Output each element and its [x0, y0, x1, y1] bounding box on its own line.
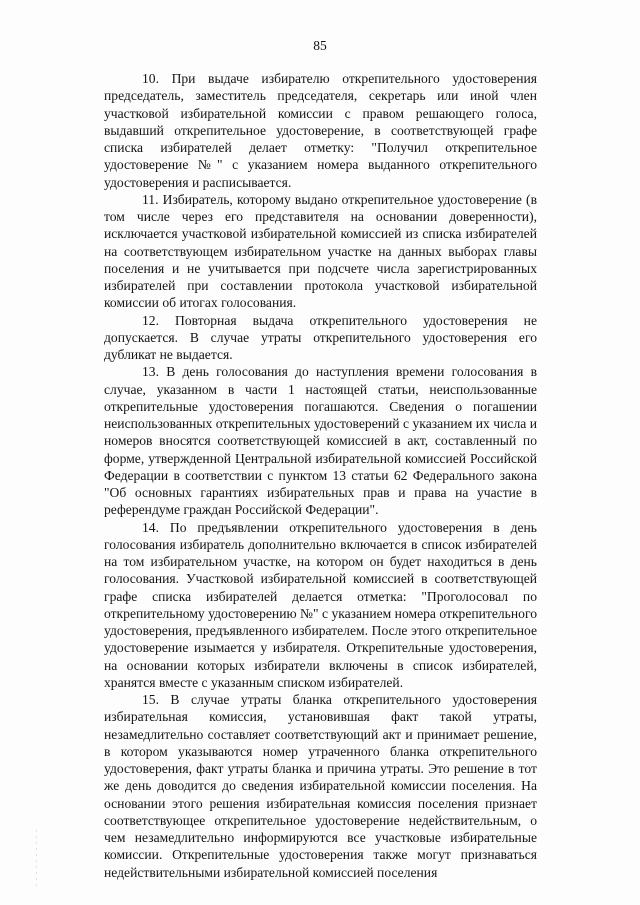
paragraph-10: 10. При выдаче избирателю открепительного удостоверения председатель, заместитель председателя, секретарь или иной член участковой избирательной комиссии с правом решающего голоса, выдавший открепительное удостоверение, в соответствующей графе списка избирателей делает отметку: "Получил открепительное удостоверение №" с указанием номера выданного открепительного удостоверения и расписывается.: [104, 71, 537, 190]
paragraph-14: 14. По предъявлении открепительного удостоверения в день голосования избиратель дополнительно включается в список избирателей на том избирательном участке, на котором он будет находиться в день голосования. Участковой избирательной комиссией в соответствующей графе списка избирателей делается отметка: "Проголосовал по открепительному удостоверению №" с указанием номера открепительного удостоверения, предъявленного избирателем. После этого открепительное удостоверение изымается у избирателя. Открепительные удостоверения, на основании которых избиратели включены в список избирателей, хранятся вместе с указанным списком избирателей.: [104, 519, 537, 690]
paragraph-11: 11. Избиратель, которому выдано открепительное удостоверение (в том числе через его представителя на основании доверенности), исключается участковой избирательной комиссией из списка избирателей на соответствующем избирательном участке на данных выборах главы поселения и не учитывается при подсчете числа зарегистрированных избирателей при составлении протокола участковой избирательной комиссии об итогах голосования.: [104, 191, 537, 311]
paragraph-12: 12. Повторная выдача открепительного удостоверения не допускается. В случае утраты открепительного удостоверения его дубликат не выдается.: [104, 312, 537, 362]
paragraph-13: 13. В день голосования до наступления времени голосования в случае, указанном в части 1 настоящей статьи, неиспользованные открепительные удостоверения погашаются. Сведения о погашении неиспользованных открепительных удостоверений с указанием их числа и номеров вносятся соответствующей комиссией в акт, составленный по форме, утвержденной Центральной избирательной комиссией Российской Федерации в соответствии с пунктом 13 статьи 62 Федерального закона "Об основных гарантиях избирательных прав и права на участие в референдуме граждан Российской Федерации".: [104, 364, 537, 518]
document-body: [104, 70, 537, 881]
scan-artifact: [36, 830, 37, 890]
paragraph-15: 15. В случае утраты бланка открепительного удостоверения избирательная комиссия, установившая факт такой утраты, незамедлительно составляет соответствующий акт и принимает решение, в котором указываются номер утраченного бланка открепительного удостоверения, факт утраты бланка и причина утраты. Это решение в тот же день доводится до сведения избирательной комиссии поселения. На основании этого решения избирательная комиссия поселения признает соответствующее открепительное удостоверение недействительным, о чем незамедлительно информируются все участковые избирательные комиссии. Открепительные удостоверения также могут признаваться недействительными избирательной комиссией поселения: [104, 692, 537, 880]
page-number: 85: [313, 38, 327, 53]
